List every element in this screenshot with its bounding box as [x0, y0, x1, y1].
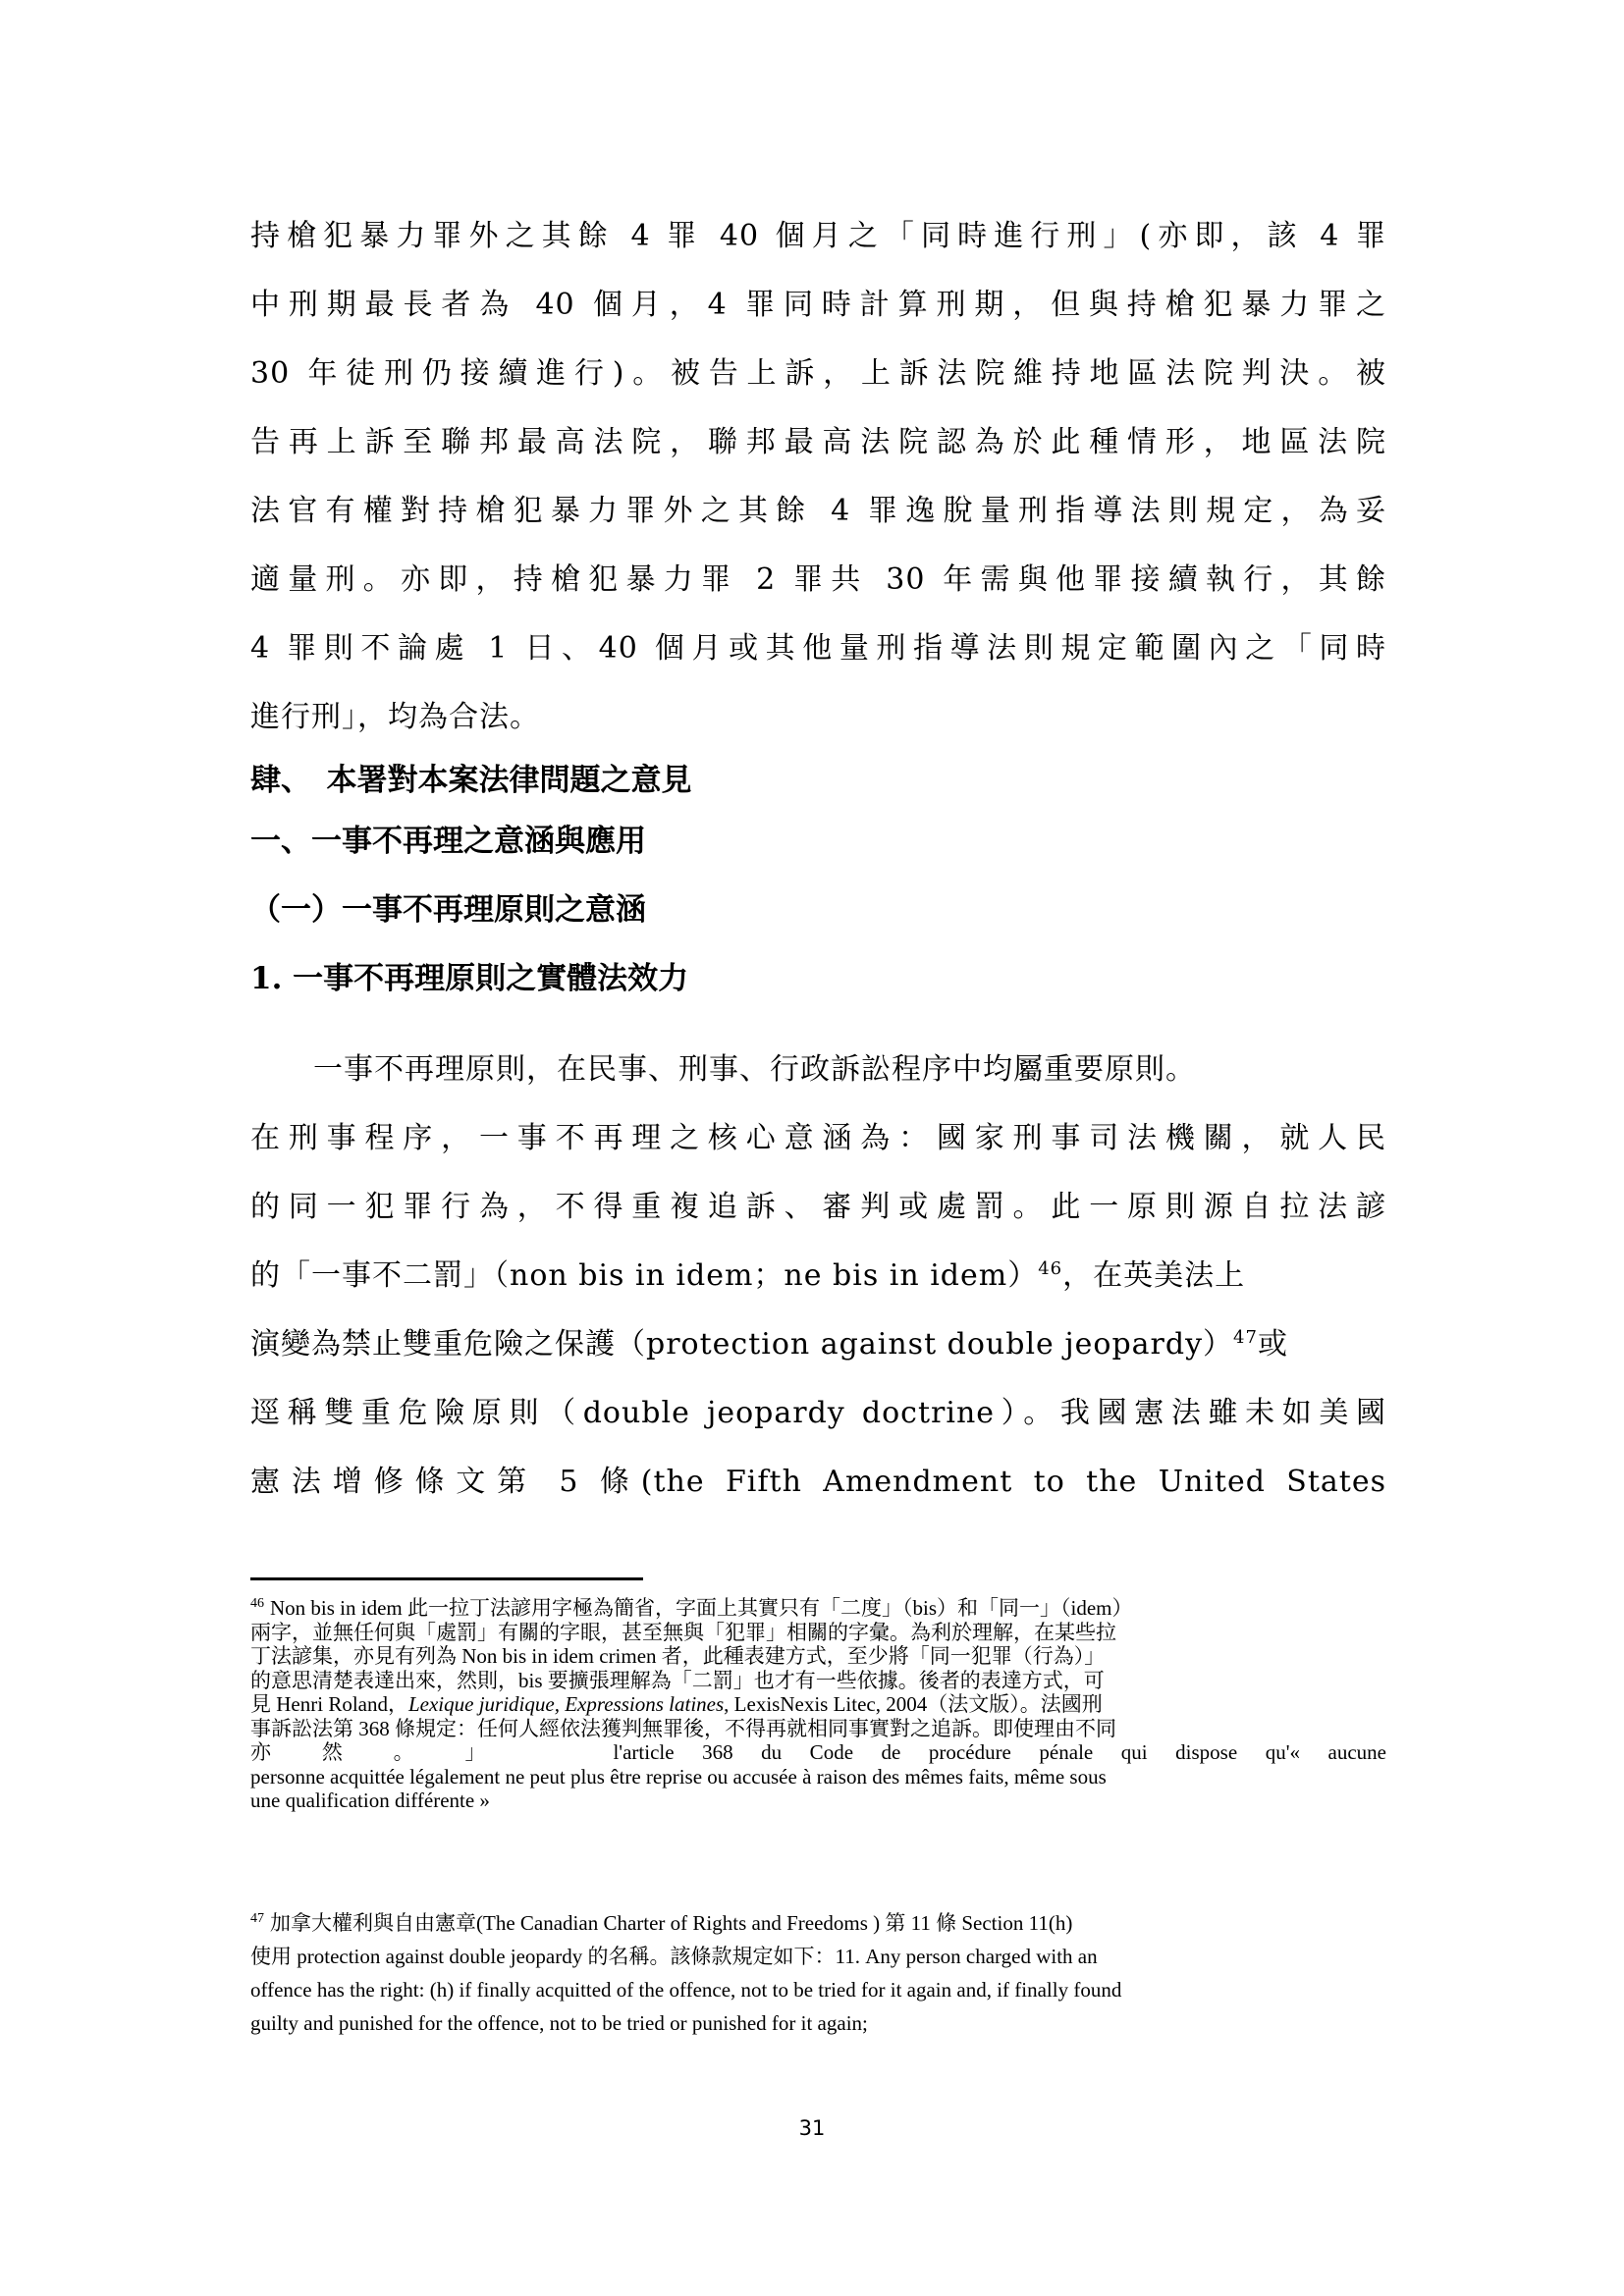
text-line [250, 1242, 1386, 1310]
footnote-line: offence has the right: (h) if finally acquitted of the offence, not to be tried for it again and, if finally found [250, 1978, 1122, 2002]
text-line: 進行刑」，均為合法。 [250, 700, 540, 734]
footnote-line [250, 1906, 1386, 1940]
footnote-text: , LexisNexis Litec, 2004（法文版）。法國刑 [724, 1692, 1103, 1716]
footnote-number: 47 [250, 1911, 264, 1926]
text-line: 在刑事程序，一事不再理之核心意涵為：國家刑事司法機關，就人民 [250, 1121, 1386, 1155]
page-number: 31 [798, 2116, 826, 2140]
text-line: 告再上訴至聯邦最高法院，聯邦最高法院認為於此種情形，地區法院 [250, 425, 1386, 459]
text-segment: 的「一事不二罰」（non bis in idem；ne bis in idem） [250, 1258, 1039, 1293]
footnote-line: 兩字，並無任何與「處罰」有關的字眼，甚至無與「犯罪」相關的字彙。為利於理解，在某些拉 [250, 1620, 1116, 1644]
footnote-line: une qualification différente » [250, 1789, 490, 1812]
footnote-separator [250, 1577, 643, 1580]
footnote-line: 事訴訟法第 368 條規定：任何人經依法獲判無罪後，不得再就相同事實對之追訴。即使理由不同 [250, 1716, 1116, 1740]
text-line: 4 罪則不論處 1 日、40 個月或其他量刑指導法則規定範圍內之「同時 [250, 631, 1386, 666]
text-line: 30 年徒刑仍接續進行)。被告上訴，上訴法院維持地區法院判決。被 [250, 356, 1386, 391]
footnote-line: 使用 protection against double jeopardy 的名稱。該條款規定如下：11. Any person charged with an [250, 1945, 1098, 1968]
text-line: 逕稱雙重危險原則（double jeopardy doctrine）。我國憲法雖未如美國 [250, 1396, 1386, 1430]
footnote-line: 丁法諺集，亦見有列為 Non bis in idem crimen 者，此種表建方式，至少將「同一犯罪（行為）」 [250, 1644, 1106, 1668]
continued-paragraph [250, 202, 1386, 752]
footnote-ref-46[interactable]: 46 [1038, 1258, 1063, 1279]
text-line: 憲法增修條文第 5 條(the Fifth Amendment to the United States [250, 1465, 1386, 1499]
footnote-number: 46 [250, 1596, 264, 1611]
footnote-47 [250, 1906, 1386, 2040]
text-line [250, 1310, 1386, 1379]
footnote-line: 的意思清楚表達出來，然則，bis 要擴張理解為「二罰」也才有一些依據。後者的表達方式，可 [250, 1668, 1105, 1692]
footnote-line: guilty and punished for the offence, not to be tried or punished for it again; [250, 2011, 868, 2035]
footnote-text: Non bis in idem 此一拉丁法諺用字極為簡省，字面上其實只有「二度」（bis）和「同一」（idem） [270, 1596, 1133, 1620]
subsubsection-heading: （一）一事不再理原則之意涵 [250, 892, 646, 928]
footnote-ref-47[interactable]: 47 [1233, 1327, 1258, 1348]
footnote-line [250, 1596, 1386, 1621]
main-paragraph [250, 1036, 1386, 1517]
text-segment: 或 [1257, 1327, 1288, 1362]
footnote-text: 加拿大權利與自由憲章(The Canadian Charter of Rights and Freedoms ) 第 11 條 Section 11(h) [270, 1911, 1073, 1935]
text-segment: 演變為禁止雙重危險之保護（protection against double jeopardy） [250, 1327, 1234, 1362]
text-line: 一事不再理原則，在民事、刑事、行政訴訟程序中均屬重要原則。 [313, 1052, 1196, 1087]
citation-title: Lexique juridique, Expressions latines [407, 1692, 725, 1716]
text-line: 法官有權對持槍犯暴力罪外之其餘 4 罪逸脫量刑指導法則規定，為妥 [250, 494, 1386, 528]
footnote-line: 亦 然 。 」 l'article 368 du Code de procédure pénale qui dispose qu'« aucune [250, 1740, 1386, 1764]
subsection-heading: 一、一事不再理之意涵與應用 [250, 824, 646, 859]
footnote-line: personne acquittée légalement ne peut plus être reprise ou accusée à raison des mêmes faits, même sous [250, 1764, 1107, 1789]
text-line: 適量刑。亦即，持槍犯暴力罪 2 罪共 30 年需與他罪接續執行，其餘 [250, 562, 1386, 597]
footnote-text: 見 Henri Roland， [250, 1692, 408, 1716]
item-heading: 1. 一事不再理原則之實體法效力 [250, 961, 689, 996]
footnote-line [250, 1692, 1386, 1717]
text-segment: ，在英美法上 [1062, 1258, 1246, 1293]
text-line: 的同一犯罪行為，不得重複追訴、審判或處罰。此一原則源自拉法諺 [250, 1190, 1386, 1224]
section-heading: 肆、 本署對本案法律問題之意見 [250, 763, 692, 798]
footnote-46 [250, 1596, 1386, 1813]
text-line: 持槍犯暴力罪外之其餘 4 罪 40 個月之「同時進行刑」(亦即，該 4 罪 [250, 219, 1386, 253]
text-line: 中刑期最長者為 40 個月，4 罪同時計算刑期，但與持槍犯暴力罪之 [250, 288, 1386, 322]
